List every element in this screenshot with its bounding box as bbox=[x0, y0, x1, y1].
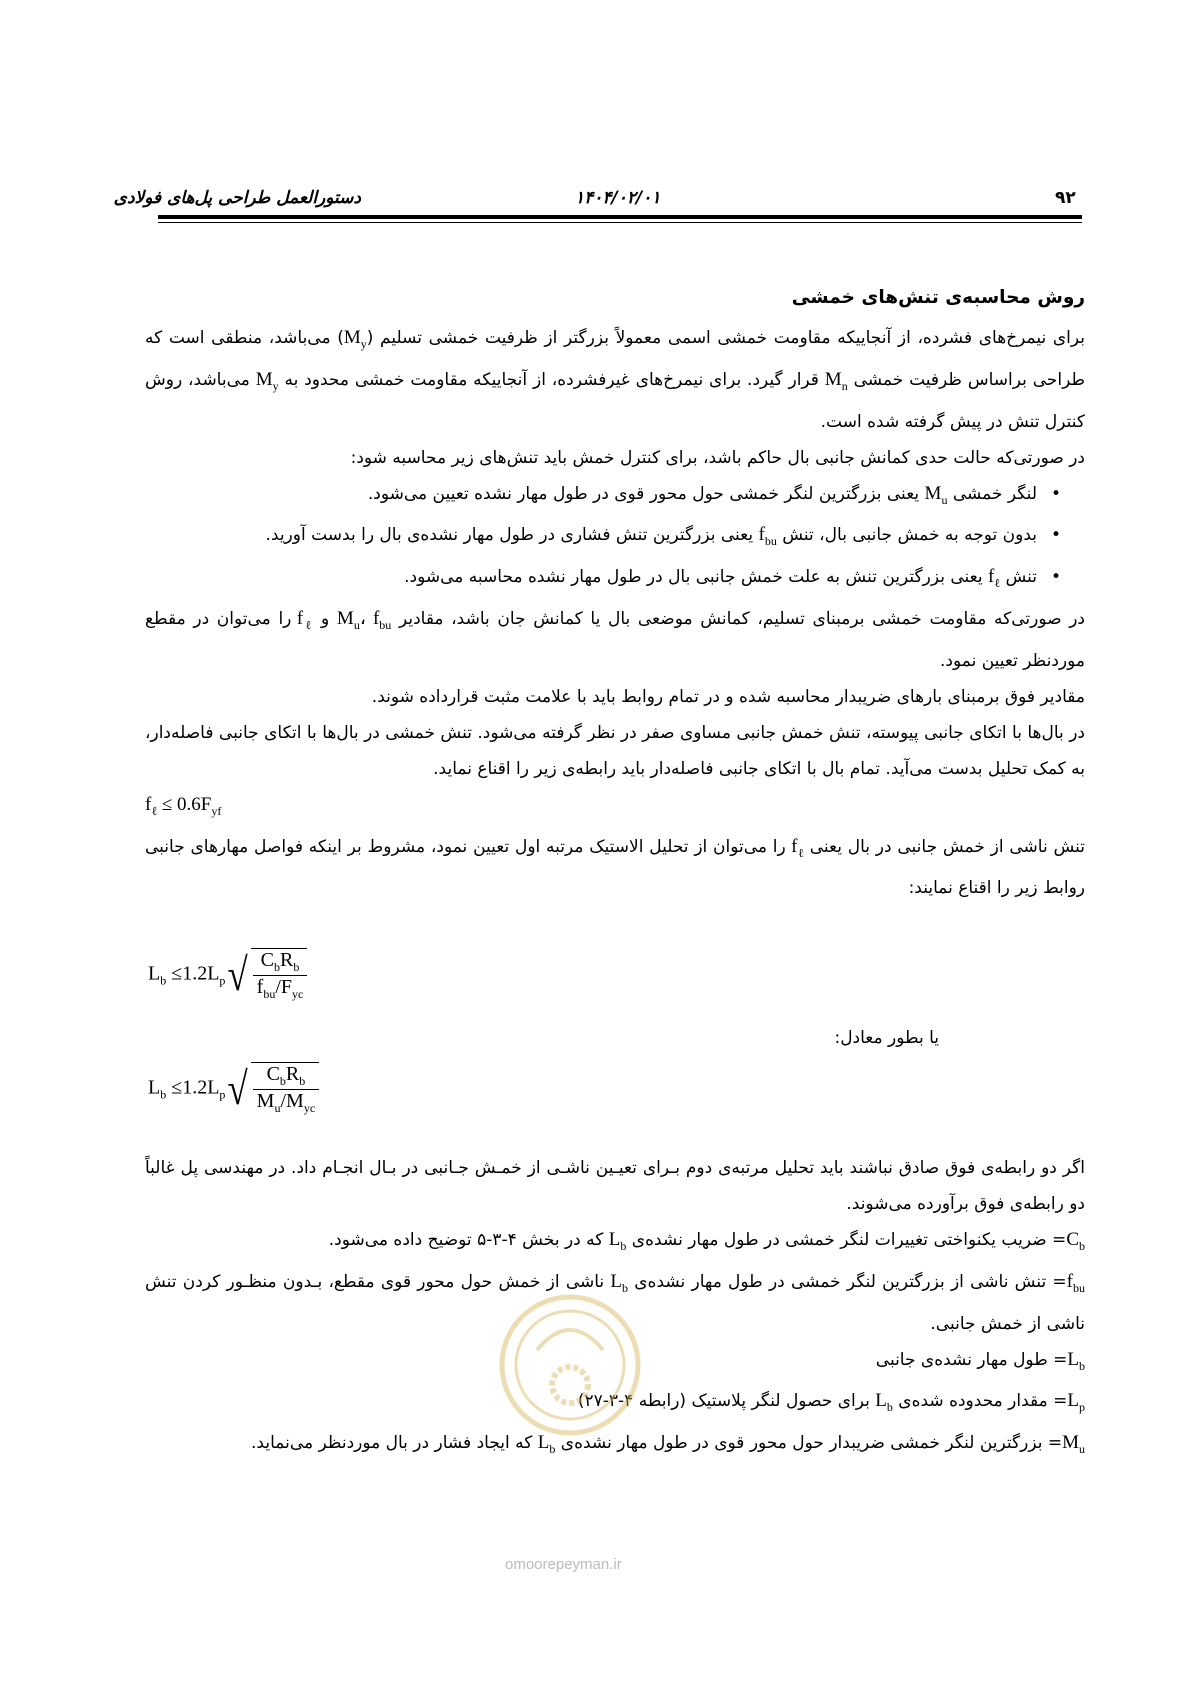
watermark-seal-icon bbox=[497, 1290, 643, 1440]
bullet-3: • تنش $f_\ell$ یعنی بزرگترین تنش به علت خمش جانبی بال در طول مهار نشده محاسبه می‌شود. bbox=[145, 559, 1085, 601]
definition-lp: $L_p=$ مقدار محدوده شده‌ی $L_b$ برای حصول لنگر پلاستیک (رابطه ۴-۳-۲۷) bbox=[577, 1390, 1085, 1415]
header-rule-thick bbox=[158, 215, 1082, 219]
paragraph-7: یا بطور معادل: bbox=[834, 1028, 939, 1048]
page-number: ۹۲ bbox=[1055, 188, 1076, 208]
sqrt-icon: √ bbox=[227, 1063, 249, 1114]
paragraph-4: مقادیر فوق برمبنای بارهای ضریبدار محاسبه شده و در تمام روابط باید با علامت مثبت قرارداده شوند. bbox=[371, 686, 1085, 707]
definition-fbu: $f_{bu}=$ تنش ناشی از بزرگترین لنگر خمشی در طول مهار نشده‌ی $L_b$ ناشی از خمش حول محور قوی مقطع، بـدون منظـور کردن تنش ناشی از خمش جانبی. bbox=[145, 1270, 1085, 1334]
equation-3: $L_b \le 1.2L_p√$ $\frac{C_bR_b}{M_u/M_{yc}}$ bbox=[148, 1062, 319, 1116]
definition-mu: $M_u=$ بزرگترین لنگر خمشی ضریبدار حول محور قوی در طول مهار نشده‌ی $L_b$ که ایجاد فشار در بال موردنظر می‌نماید. bbox=[251, 1432, 1085, 1456]
definition-lb: $L_b=$ طول مهار نشده‌ی جانبی bbox=[875, 1348, 1085, 1373]
body-text bbox=[145, 280, 1085, 906]
sqrt-icon: √ bbox=[227, 949, 249, 1000]
bullet-1: • لنگر خمشی $M_u$ یعنی بزرگترین لنگر خمشی حول محور قوی در طول مهار نشده تعیین می‌شود. bbox=[145, 476, 1085, 518]
running-header-title: دستورالعمل طراحی پل‌های فولادی bbox=[113, 188, 361, 208]
equation-1-line: $f_\ell \le 0.6F_{yf}$ bbox=[145, 793, 222, 818]
definition-cb: $C_b=$ ضریب یکنواختی تغییرات لنگر خمشی در طول مهار نشده‌ی $L_b$ که در بخش ۴-۳-۵ توضیح داده می‌شود. bbox=[328, 1229, 1085, 1253]
paragraph-2: در صورتی‌که حالت حدی کمانش جانبی بال حاکم باشد، برای کنترل خمش باید تنش‌های زیر محاسبه شود: bbox=[350, 447, 1085, 468]
watermark-text: omoorepeyman.ir bbox=[505, 1556, 622, 1573]
running-header-date: ۱۴۰۴/۰۲/۰۱ bbox=[575, 188, 661, 208]
bullet-2: • بدون توجه به خمش جانبی بال، تنش $f_{bu}$ یعنی بزرگترین تنش فشاری در طول مهار نشده‌ی بال را بدست آورید. bbox=[145, 517, 1085, 559]
section-heading: روش محاسبه‌ی تنش‌های خمشی bbox=[791, 287, 1085, 308]
paragraph-1: برای نیمرخ‌های فشرده، از آنجاییکه مقاومت خمشی اسمی معمولاً بزرگتر از ظرفیت خمشی تسلیم $(M_y)$ می‌باشد، منطقی است که طراحی براساس ظرفیت خمشی $M_n$ قرار گیرد. برای نیمرخ‌های غیرفشرده، از آنجاییکه مقاومت خمشی محدود به $M_y$ می‌باشد، روش کنترل تنش در پیش گرفته شده است. bbox=[145, 327, 1086, 432]
paragraph-6: تنش ناشی از خمش جانبی در بال یعنی $f_\ell$ را می‌توان از تحلیل الاستیک مرتبه اول تعیین نمود، مشروط بر اینکه فواصل مهارهای جانبی روابط زیر را اقناع نمایند: bbox=[145, 835, 1085, 899]
paragraph-5: در بال‌ها با اتکای جانبی پیوسته، تنش خمش جانبی مساوی صفر در نظر گرفته می‌شود. تنش خمشی در بال‌ها با اتکای جانبی فاصله‌دار، به کمک تحلیل بدست می‌آید. تمام بال با اتکای جانبی فاصله‌دار باید رابطه‌ی زیر را اقناع نماید. bbox=[145, 722, 1085, 779]
paragraph-8: اگر دو رابطه‌ی فوق صادق نباشند باید تحلیل مرتبه‌ی دوم بـرای تعیـین ناشـی از خمـش جـانبی در بـال انجـام داد. در مهندسی پل غالباً دو رابطه‌ی فوق برآورده می‌شوند. bbox=[145, 1158, 1085, 1214]
header-rule-thin bbox=[158, 222, 1082, 223]
equation-2: $L_b \le 1.2L_p√$ $\frac{C_bR_b}{f_{bu}/F_{yc}}$ bbox=[148, 948, 307, 1002]
paragraph-3: در صورتی‌که مقاومت خمشی برمبنای تسلیم، کمانش موضعی بال یا کمانش جان باشد، مقادیر $M_u،$ $f_{bu}$ و $f_\ell$ را می‌توان در مقطع موردنظر تعیین نمود. bbox=[145, 607, 1085, 671]
